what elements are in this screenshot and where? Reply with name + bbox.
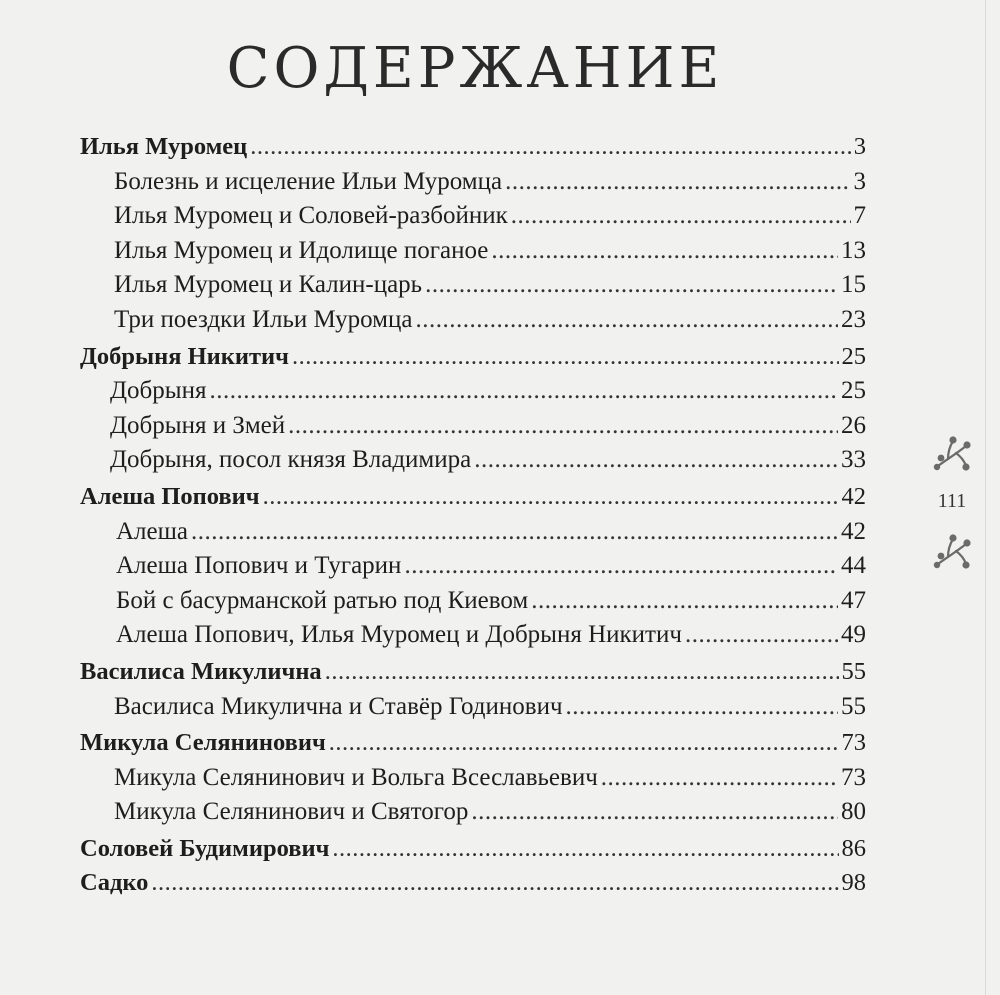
toc-entry[interactable] [80,234,866,269]
toc-entry-title: Три поездки Ильи Муромца [114,305,413,333]
toc-entry-title: Добрыня [110,377,207,405]
dot-leader [511,199,851,234]
toc-entry[interactable] [80,409,866,444]
toc-page-number: 44 [841,552,866,580]
toc-section[interactable] [80,726,866,761]
berry-ornament-bottom-icon [926,532,978,577]
toc-page-number: 42 [841,517,866,545]
dot-leader [425,268,838,303]
toc-entry[interactable] [80,761,866,796]
toc-page-number: 33 [841,446,866,474]
toc-page-number: 47 [841,586,866,614]
toc-entry[interactable] [80,303,866,338]
toc-page-number: 25 [841,342,866,370]
toc-section[interactable] [80,480,866,515]
toc-entry-title: Добрыня, посол князя Владимира [110,446,472,474]
toc-page-number: 13 [841,236,866,264]
toc-entry[interactable] [80,549,866,584]
dot-leader [531,584,838,619]
toc-page-number: 73 [841,763,866,791]
dot-leader [505,165,850,200]
toc-page-number: 49 [841,621,866,649]
dot-leader [685,618,838,653]
toc-page-number: 3 [853,133,866,160]
toc-entry-title: Алеша Попович и Тугарин [116,552,402,580]
toc-section-title: Микула Селянинович [80,729,326,757]
toc-section[interactable] [80,340,866,375]
dot-leader [325,655,839,690]
toc-entry[interactable] [80,515,866,550]
toc-page-number: 23 [841,305,866,333]
dot-leader [491,234,838,269]
dot-leader [209,374,838,409]
dot-leader [191,515,838,550]
toc-entry[interactable] [80,374,866,409]
toc-page-number: 25 [841,377,866,405]
page-title: СОДЕРЖАНИЕ [226,36,724,101]
toc-page-number: 98 [841,869,866,897]
toc-section-title: Добрыня Никитич [80,342,289,370]
toc-section[interactable] [80,866,866,901]
page-edge-line [985,0,986,995]
dot-leader [288,409,838,444]
toc-entry[interactable] [80,268,866,303]
toc-entry-title: Добрыня и Змей [110,411,286,439]
toc-page-number: 7 [853,202,866,230]
dot-leader [250,130,850,165]
toc-section-title: Илья Муромец [80,133,248,160]
toc-section[interactable] [80,655,866,690]
dot-leader [292,340,839,375]
toc-page-number: 80 [841,798,866,826]
toc-page-number: 55 [841,657,866,685]
toc-entry-title: Болезнь и исцеление Ильи Муромца [114,167,503,195]
toc-section[interactable] [80,832,866,867]
toc-page-number: 86 [841,834,866,862]
toc-section-title: Василиса Микулична [80,657,322,685]
toc-entry-title: Илья Муромец и Соловей-разбойник [114,202,508,230]
page-number: 111 [937,490,967,512]
dot-leader [404,549,838,584]
toc-entry[interactable] [80,795,866,830]
table-of-contents [80,130,866,901]
toc-section-title: Садко [80,869,149,897]
toc-page-number: 55 [841,692,866,720]
dot-leader [566,690,838,725]
toc-page-number: 15 [841,271,866,299]
dot-leader [415,303,838,338]
dot-leader [332,832,838,867]
toc-entry-title: Микула Селянинович и Святогор [114,798,469,826]
toc-entry-title: Микула Селянинович и Вольга Всеславьевич [114,763,598,791]
dot-leader [151,866,838,901]
toc-entry[interactable] [80,443,866,478]
toc-page-number: 73 [841,729,866,757]
dot-leader [471,795,838,830]
toc-entry-title: Илья Муромец и Калин-царь [114,271,423,299]
toc-entry[interactable] [80,199,866,234]
toc-section-title: Соловей Будимирович [80,834,330,862]
dot-leader [474,443,838,478]
toc-page-number: 3 [853,167,866,195]
toc-page-number: 26 [841,411,866,439]
dot-leader [263,480,839,515]
toc-entry[interactable] [80,690,866,725]
toc-page-number: 42 [841,482,866,510]
toc-entry-title: Василиса Микулична и Ставёр Годинович [114,692,563,720]
toc-entry-title: Илья Муромец и Идолище поганое [114,236,489,264]
toc-entry-title: Бой с басурманской ратью под Киевом [116,586,529,614]
toc-entry[interactable] [80,165,866,200]
toc-entry[interactable] [80,584,866,619]
dot-leader [601,761,838,796]
toc-section[interactable] [80,130,866,165]
toc-entry-title: Алеша [116,517,188,545]
toc-entry-title: Алеша Попович, Илья Муромец и Добрыня Никитич [116,621,682,649]
toc-entry[interactable] [80,618,866,653]
berry-ornament-top-icon [926,434,978,479]
toc-section-title: Алеша Попович [80,482,260,510]
dot-leader [329,726,839,761]
